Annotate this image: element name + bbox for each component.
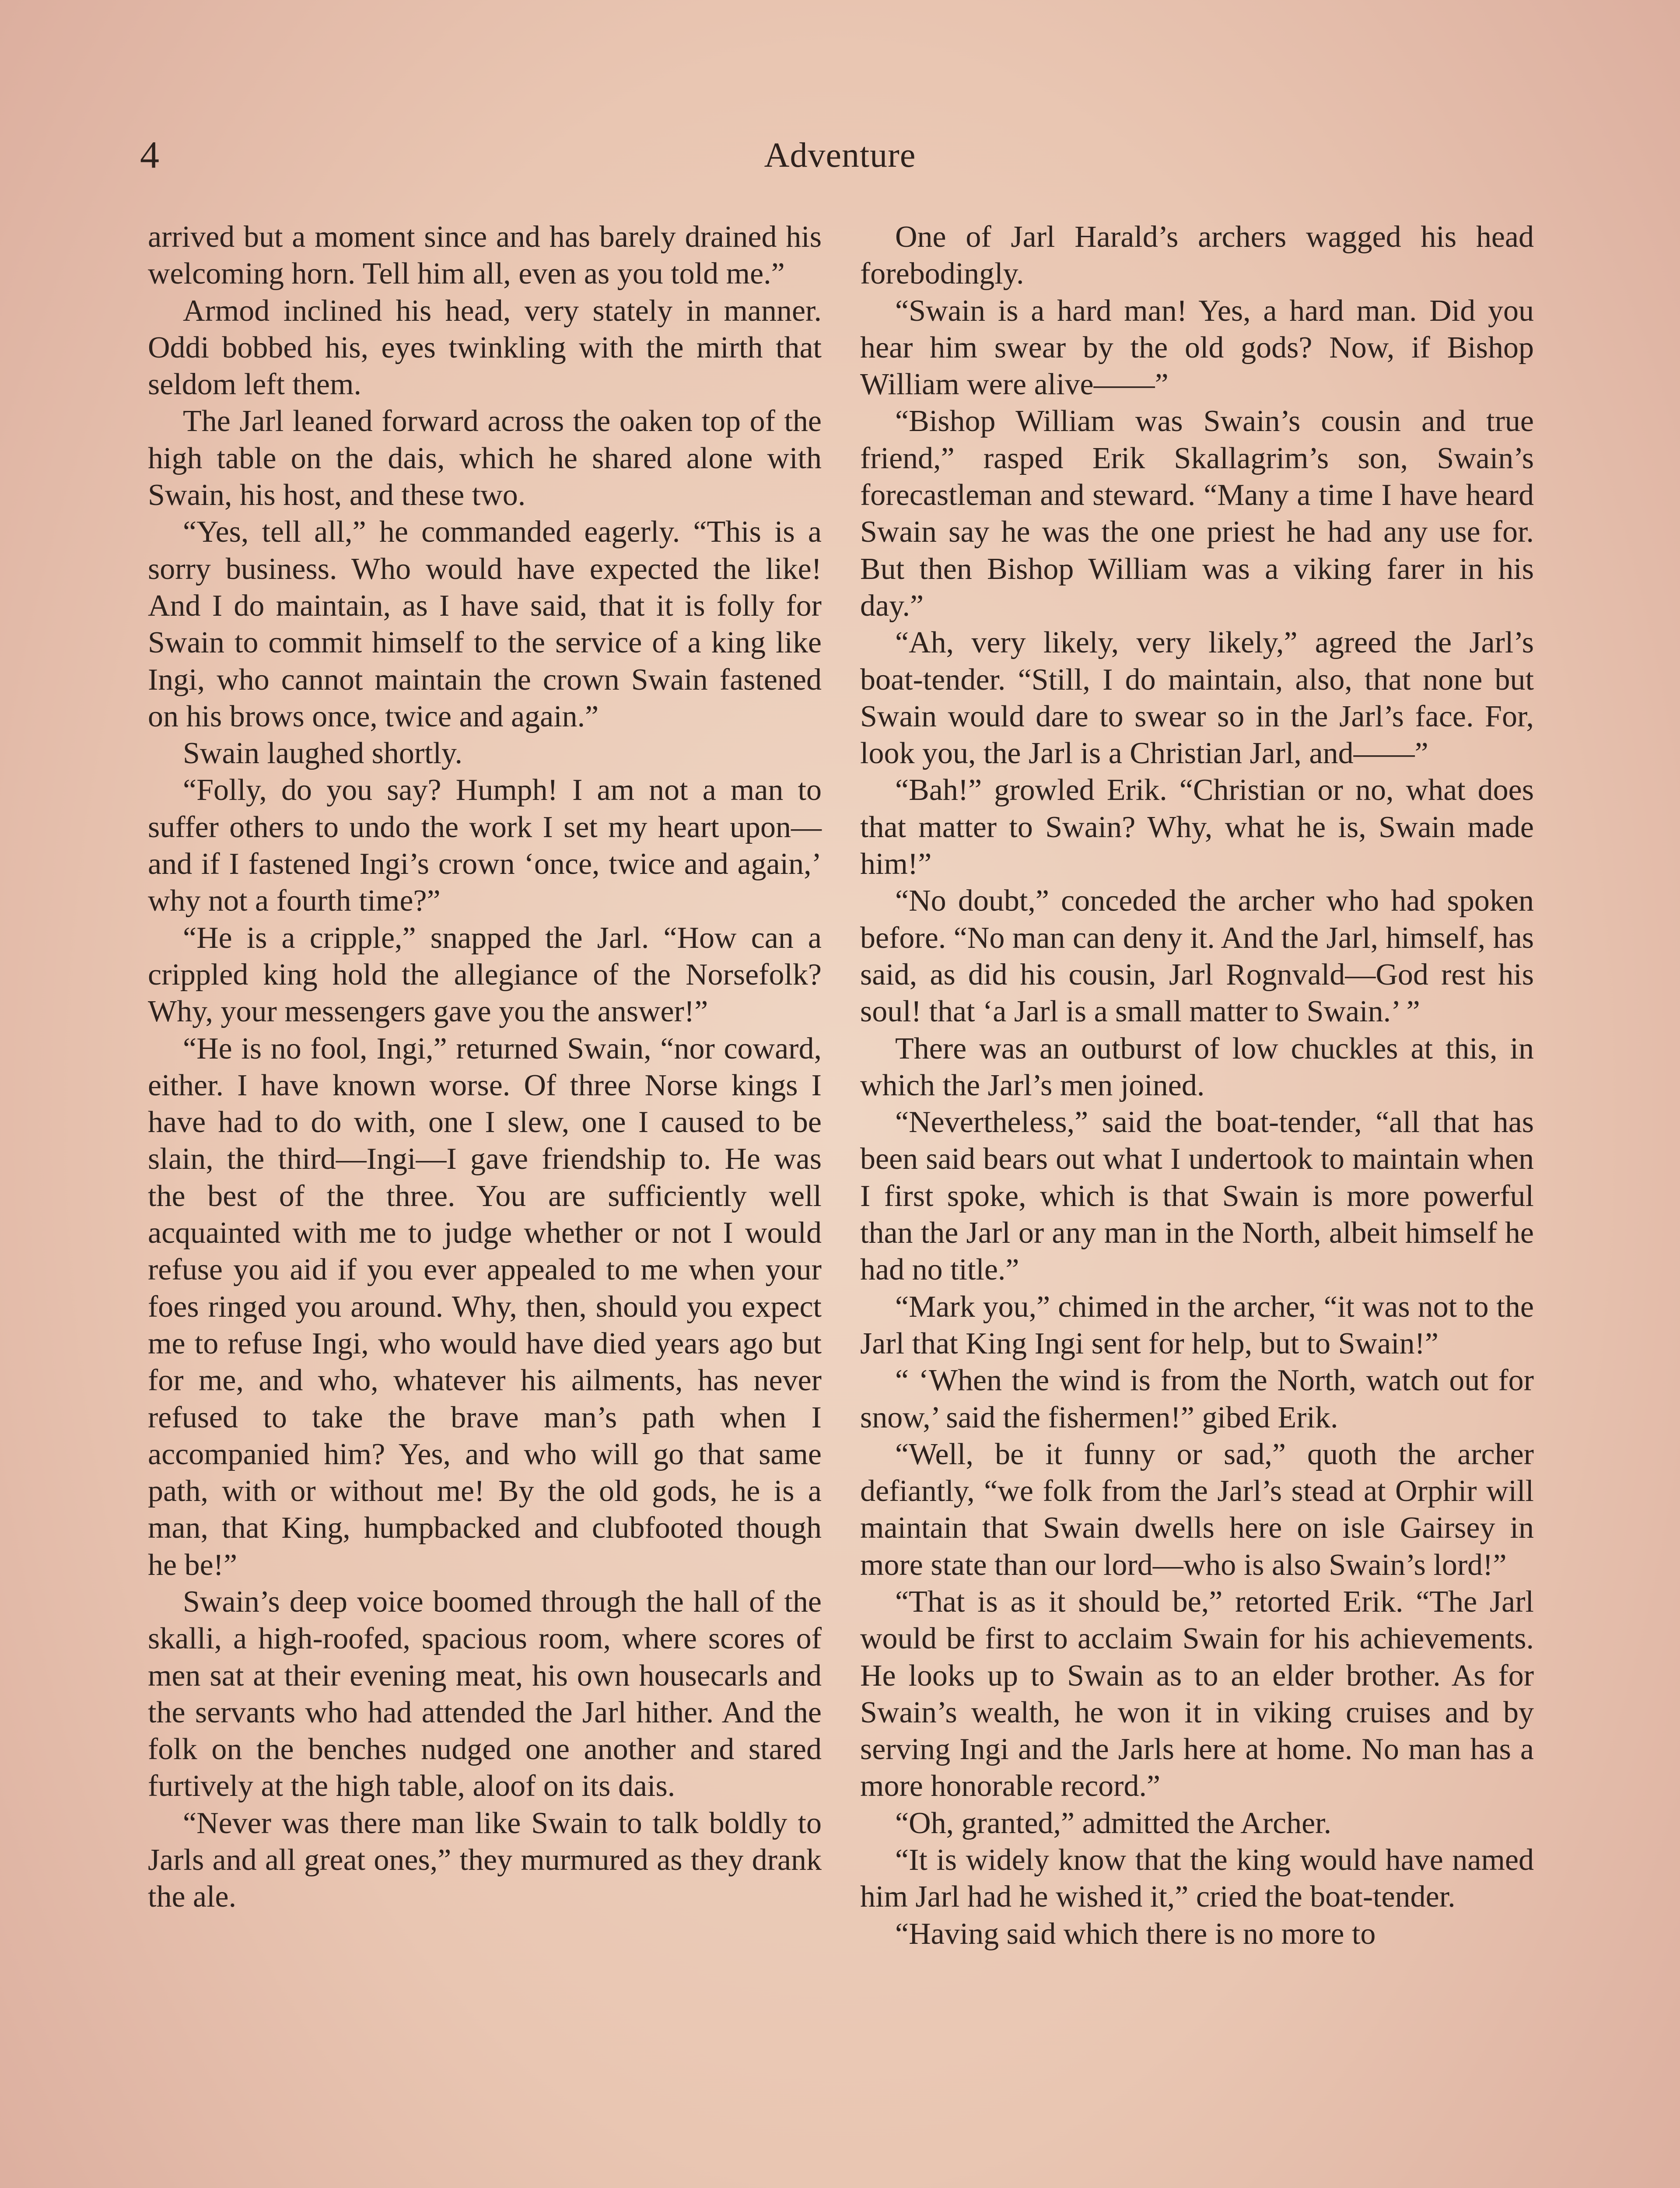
paragraph: Swain laughed shortly. [183,736,462,771]
paragraph: The Jarl leaned forward across the oaken top of the high table on the dais, which he shared alone with Swain, his host, and these two. [148,404,822,512]
running-title: Adventure [764,136,916,175]
paragraph: Armod inclined his head, very stately in manner. Oddi bobbed his, eyes twinkling with the mirth that seldom left them. [148,294,822,402]
paragraph: “Bishop William was Swain’s cousin and true friend,” rasped Erik Skallagrim’s son, Swain’s forecastleman and steward. “Many a time I have heard Swain say he was the one priest he had any use for. But then Bishop William was a viking farer in his day.” [860,404,1534,623]
paragraph: Swain’s deep voice boomed through the hall of the skalli, a high-roofed, spacious room, where scores of men sat at their evening meat, his own housecarls and the servants who had attended the Jarl hither. And the folk on the benches nudged one another and stared furtively at the high table, aloof on its dais. [148,1585,822,1803]
paragraph: “He is a cripple,” snapped the Jarl. “How can a crippled king hold the allegiance of the Norsefolk? Why, your messengers gave you the answer!” [148,921,822,1029]
paragraph: “He is no fool, Ingi,” returned Swain, “nor coward, either. I have known worse. Of three Norse kings I have had to do with, one I slew, one I caused to be slain, the third—Ingi—I gave friendship to. He was the best of the three. You are sufficiently well acquainted with me to judge whether or not I would refuse you aid if you ever appealed to me when your foes ringed you around. Why, then, should you expect me to refuse Ingi, who would have died years ago but for me, and who, whatever his ailments, has never refused to take the brave man’s path when I accompanied him? Yes, and who will go that same path, with or without me! By the old gods, he is a man, that King, humpbacked and clubfooted though he be!” [148,1031,822,1582]
paragraph: “Ah, very likely, very likely,” agreed the Jarl’s boat-tender. “Still, I do maintain, also, that none but Swain would dare to swear so in the Jarl’s face. For, look you, the Jarl is a Christian Jarl, and——” [860,626,1534,771]
paragraph: “Bah!” growled Erik. “Christian or no, what does that matter to Swain? Why, what he is, Swain made him!” [860,773,1534,881]
paragraph: There was an outburst of low chuckles at this, in which the Jarl’s men joined. [860,1031,1534,1102]
paragraph: “Yes, tell all,” he commanded eagerly. “This is a sorry business. Who would have expected the like! And I do maintain, as I have said, that it is folly for Swain to commit himself to the service of a king like Ingi, who cannot maintain the crown Swain fastened on his brows once, twice and again.” [148,515,822,733]
page-number: 4 [140,134,159,176]
paragraph: One of Jarl Harald’s archers wagged his head forebodingly. [860,220,1534,291]
paragraph: “Folly, do you say? Humph! I am not a man to suffer others to undo the work I set my heart upon—and if I fastened Ingi’s crown ‘once, twice and again,’ why not a fourth time?” [148,773,822,918]
paragraph: “Mark you,” chimed in the archer, “it was not to the Jarl that King Ingi sent for help, but to Swain!” [860,1290,1534,1360]
paragraph: “Well, be it funny or sad,” quoth the archer defiantly, “we folk from the Jarl’s stead at Orphir will maintain that Swain dwells here on isle Gairsey in more state than our lord—who is also Swain’s lord!” [860,1437,1534,1582]
paragraph: “Having said which there is no more to [895,1917,1376,1951]
left-column [148,219,822,1916]
paragraph: “Swain is a hard man! Yes, a hard man. Did you hear him swear by the old gods? Now, if Bishop William were alive——” [860,294,1534,402]
page-header [0,131,1680,184]
paragraph: arrived but a moment since and has barely drained his welcoming horn. Tell him all, even as you told me.” [148,220,822,291]
paragraph: “That is as it should be,” retorted Erik. “The Jarl would be first to acclaim Swain for his achievements. He looks up to Swain as to an elder brother. As for Swain’s wealth, he won it in viking cruises and by serving Ingi and the Jarls here at home. No man has a more honorable record.” [860,1585,1534,1803]
right-column [860,219,1534,1953]
paragraph: “Nevertheless,” said the boat-tender, “all that has been said bears out what I undertook to maintain when I first spoke, which is that Swain is more powerful than the Jarl or any man in the North, albeit himself he had no title.” [860,1105,1534,1287]
paragraph: “No doubt,” conceded the archer who had spoken before. “No man can deny it. And the Jarl, himself, has said, as did his cousin, Jarl Rognvald—God rest his soul! that ‘a Jarl is a small matter to Swain.’ ” [860,884,1534,1029]
paragraph: “Oh, granted,” admitted the Archer. [895,1806,1332,1840]
paragraph: “It is widely know that the king would have named him Jarl had he wished it,” cried the boat-tender. [860,1843,1534,1914]
paragraph: “Never was there man like Swain to talk boldly to Jarls and all great ones,” they murmured as they drank the ale. [148,1806,822,1914]
paragraph: “ ‘When the wind is from the North, watch out for snow,’ said the fishermen!” gibed Erik. [860,1364,1534,1434]
